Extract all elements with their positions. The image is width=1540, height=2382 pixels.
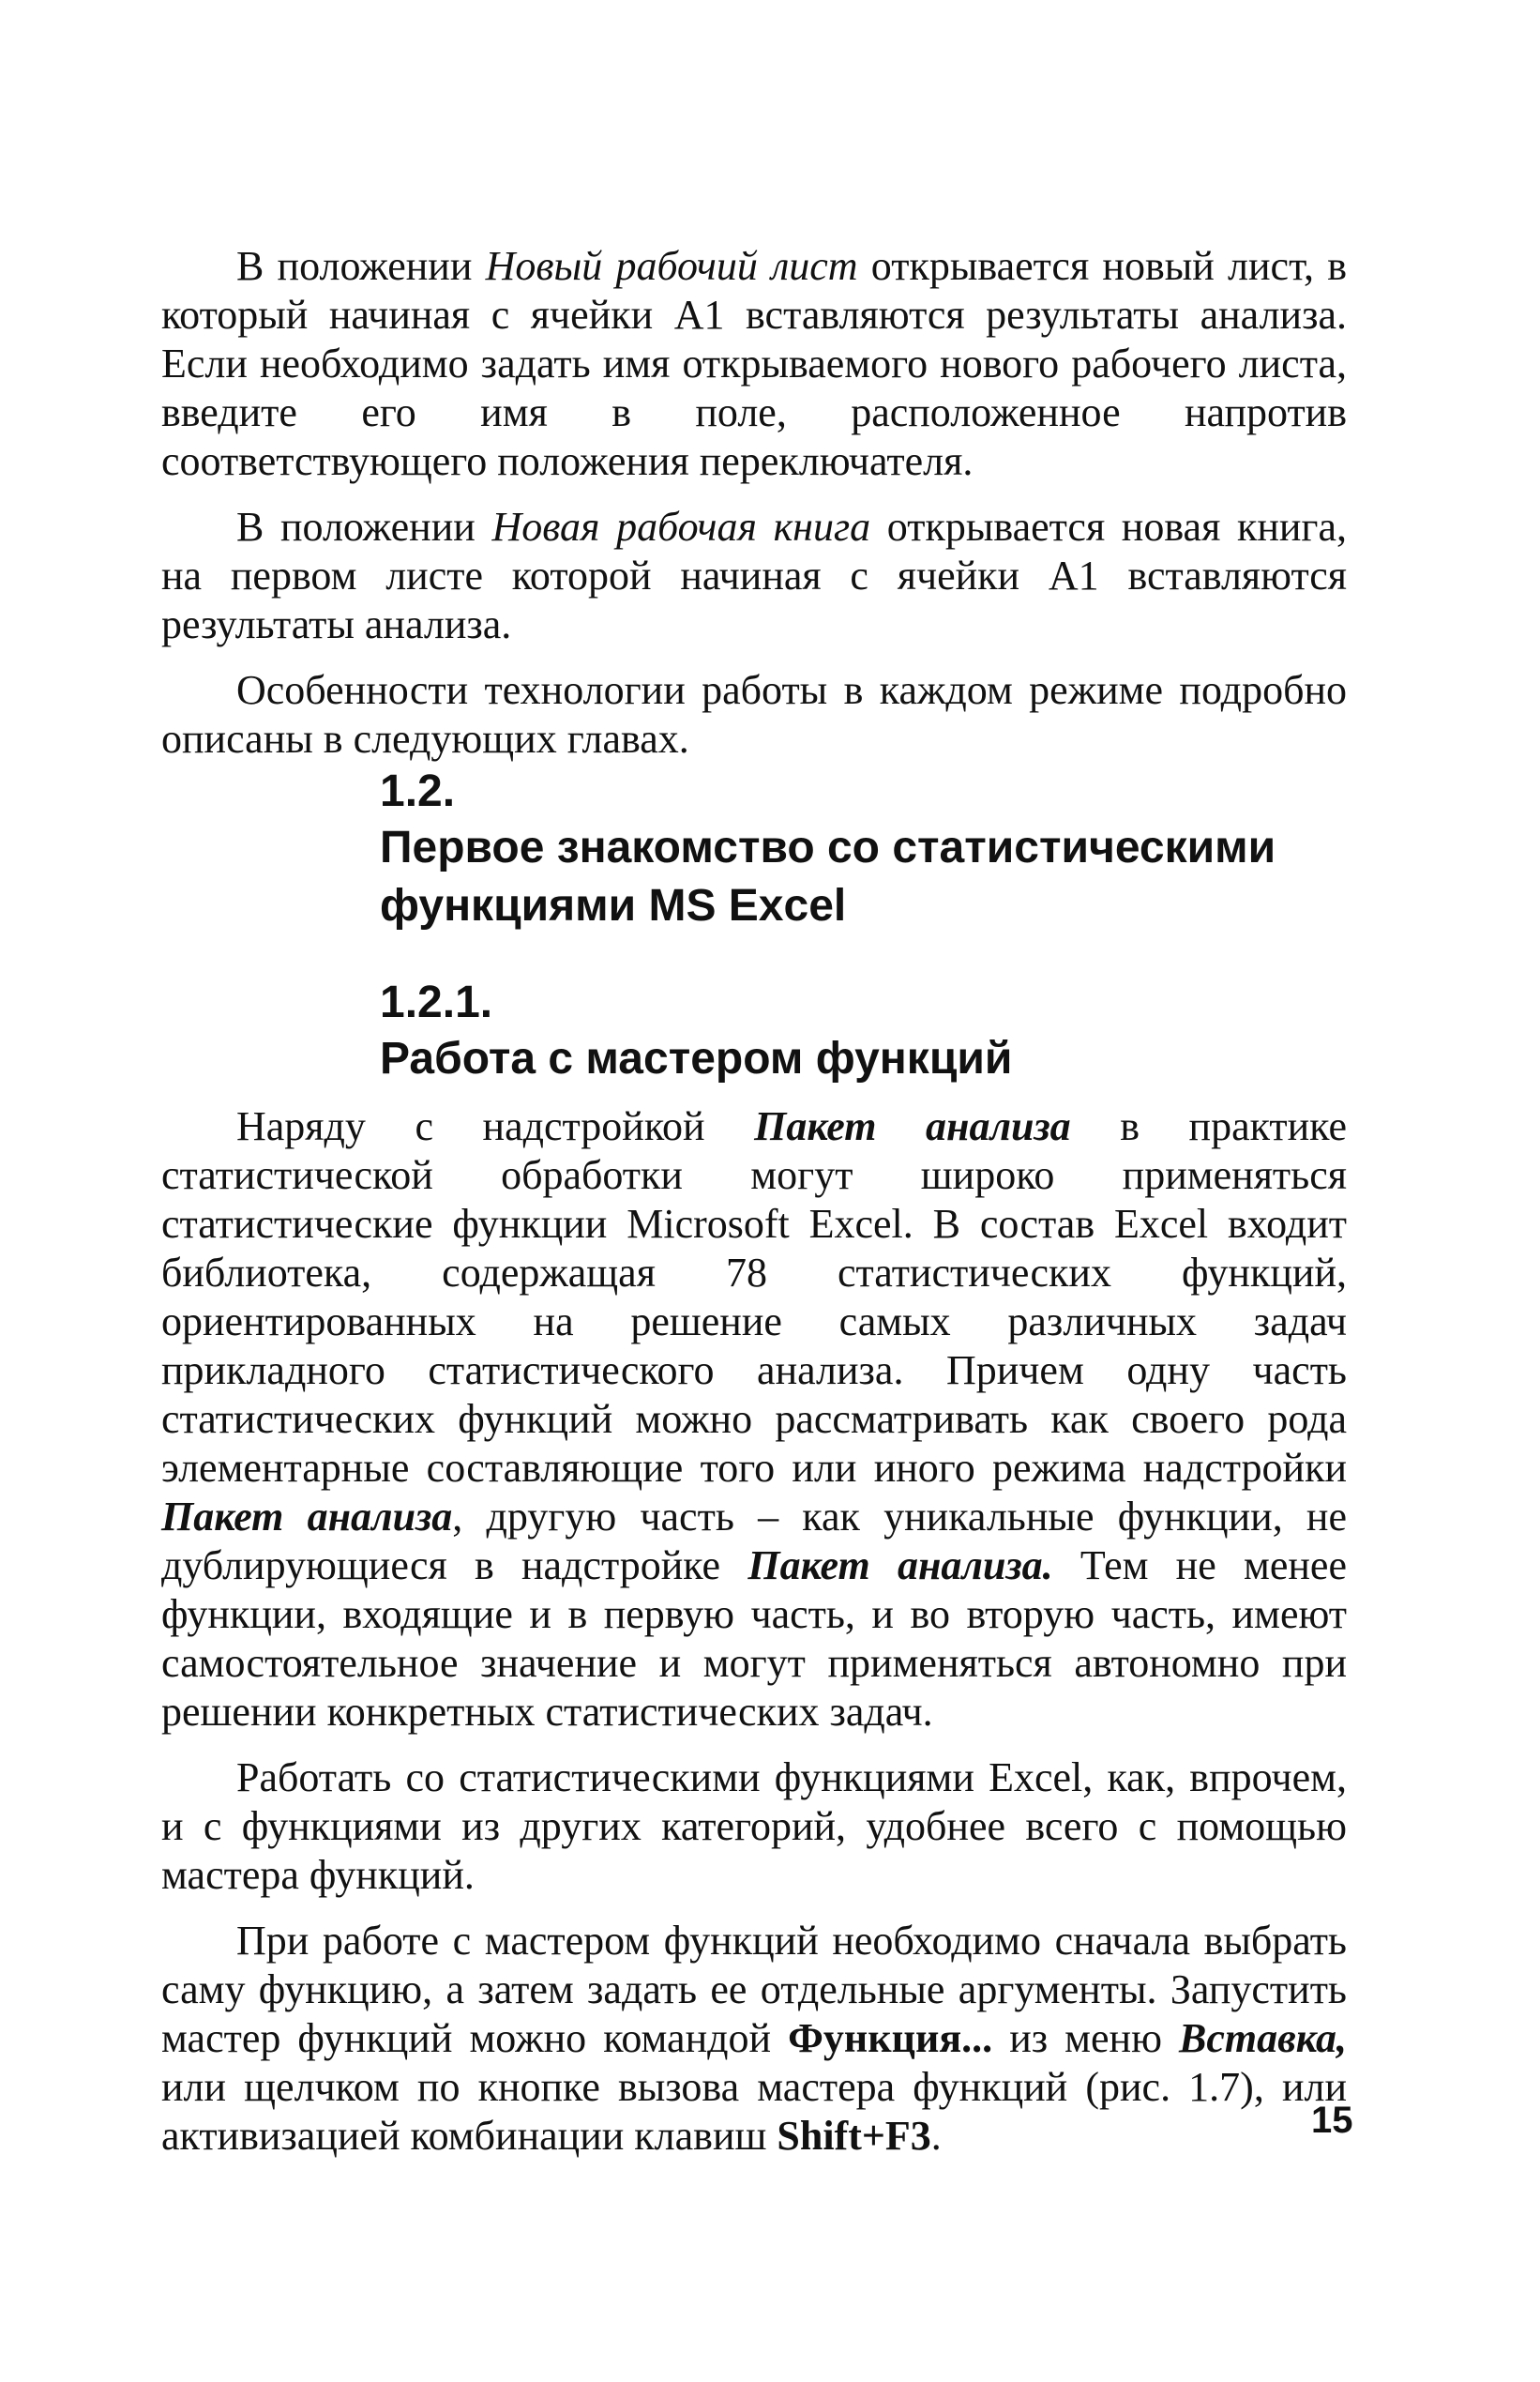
menu-insert: Вставка,	[1179, 2015, 1348, 2061]
paragraph-text: .	[930, 2113, 942, 2159]
option-name-new-worksheet: Новый рабочий лист	[485, 243, 858, 289]
body-text-top	[161, 242, 1347, 764]
paragraph-new-workbook	[161, 503, 1347, 649]
section-title: Первое знакомство со статистическими функциями MS Excel	[380, 823, 1276, 931]
paragraph-text: В положении	[236, 504, 492, 550]
paragraph-text: В положении	[236, 243, 486, 289]
paragraph-text: При работе с мастером функций необходимо сначала выбрать саму функцию, а затем задать ее отдельные аргументы. Запустить мастер функций можно командой	[161, 1918, 1347, 2061]
paragraph-new-worksheet	[161, 242, 1347, 486]
subsection-number: 1.2.1.	[380, 978, 493, 1027]
paragraph-text: в практике статистической обработки могут широко применяться статистические функции Microsoft Excel. В состав Excel входит библиотека, содержащая 78 статистических функций, ориентированных на решение самых различных задач прикладного статистического анализа. Причем одну часть статистических функций можно рассматривать как своего рода элементарные составляющие того или иного режима надстройки	[161, 1103, 1347, 1491]
paragraph-text: открывается новая книга, на первом листе которой начиная с ячейки A1 вставляются результаты анализа.	[161, 504, 1347, 647]
paragraph-text: Особенности технологии работы в каждом режиме подробно описаны в следующих главах.	[161, 667, 1347, 762]
hotkey-shift-f3: Shift+F3	[777, 2113, 931, 2159]
page-number: 15	[1311, 2100, 1353, 2141]
term-analysis-toolpak: Пакет анализа	[161, 1494, 453, 1540]
paragraph-text: из меню	[992, 2015, 1180, 2061]
paragraph-function-wizard	[161, 1917, 1347, 2161]
paragraph-text: или щелчком по кнопке вызова мастера функций (рис. 1.7), или активизацией комбинации клавиш	[161, 2064, 1347, 2159]
term-analysis-toolpak: Пакет анализа.	[747, 1542, 1053, 1588]
paragraph-text: Работать со статистическими функциями Excel, как, впрочем, и с функциями из других категорий, удобнее всего с помощью мастера функций.	[161, 1754, 1347, 1898]
subsection-heading	[380, 976, 1355, 1088]
paragraph-text: Тем не менее функции, входящие и в первую часть, и во вторую часть, имеют самостоятельное значение и могут применяться автономно при решении конкретных статистических задач.	[161, 1542, 1347, 1735]
paragraph-text: открывается новый лист, в который начиная с ячейки A1 вставляются результаты анализа. Если необходимо задать имя открываемого нового рабочего листа, введите его имя в поле, расположенное напротив соответствующего положения переключателя.	[161, 243, 1347, 484]
section-number: 1.2.	[380, 766, 456, 816]
paragraph-features	[161, 666, 1347, 764]
subsection-title: Работа с мастером функций	[380, 1034, 1013, 1084]
body-text-main	[161, 1102, 1347, 2161]
paragraph-analysis-toolpak	[161, 1102, 1347, 1737]
paragraph-text: , другую часть – как уникальные функции, не дублирующиеся в надстройке	[161, 1494, 1347, 1588]
command-function: Функция...	[788, 2015, 993, 2061]
paragraph-text: Наряду с надстройкой	[236, 1103, 755, 1149]
section-heading	[380, 765, 1355, 935]
option-name-new-workbook: Новая рабочая книга	[491, 504, 871, 550]
term-analysis-toolpak: Пакет анализа	[754, 1103, 1071, 1149]
paragraph-working-with-functions	[161, 1753, 1347, 1900]
